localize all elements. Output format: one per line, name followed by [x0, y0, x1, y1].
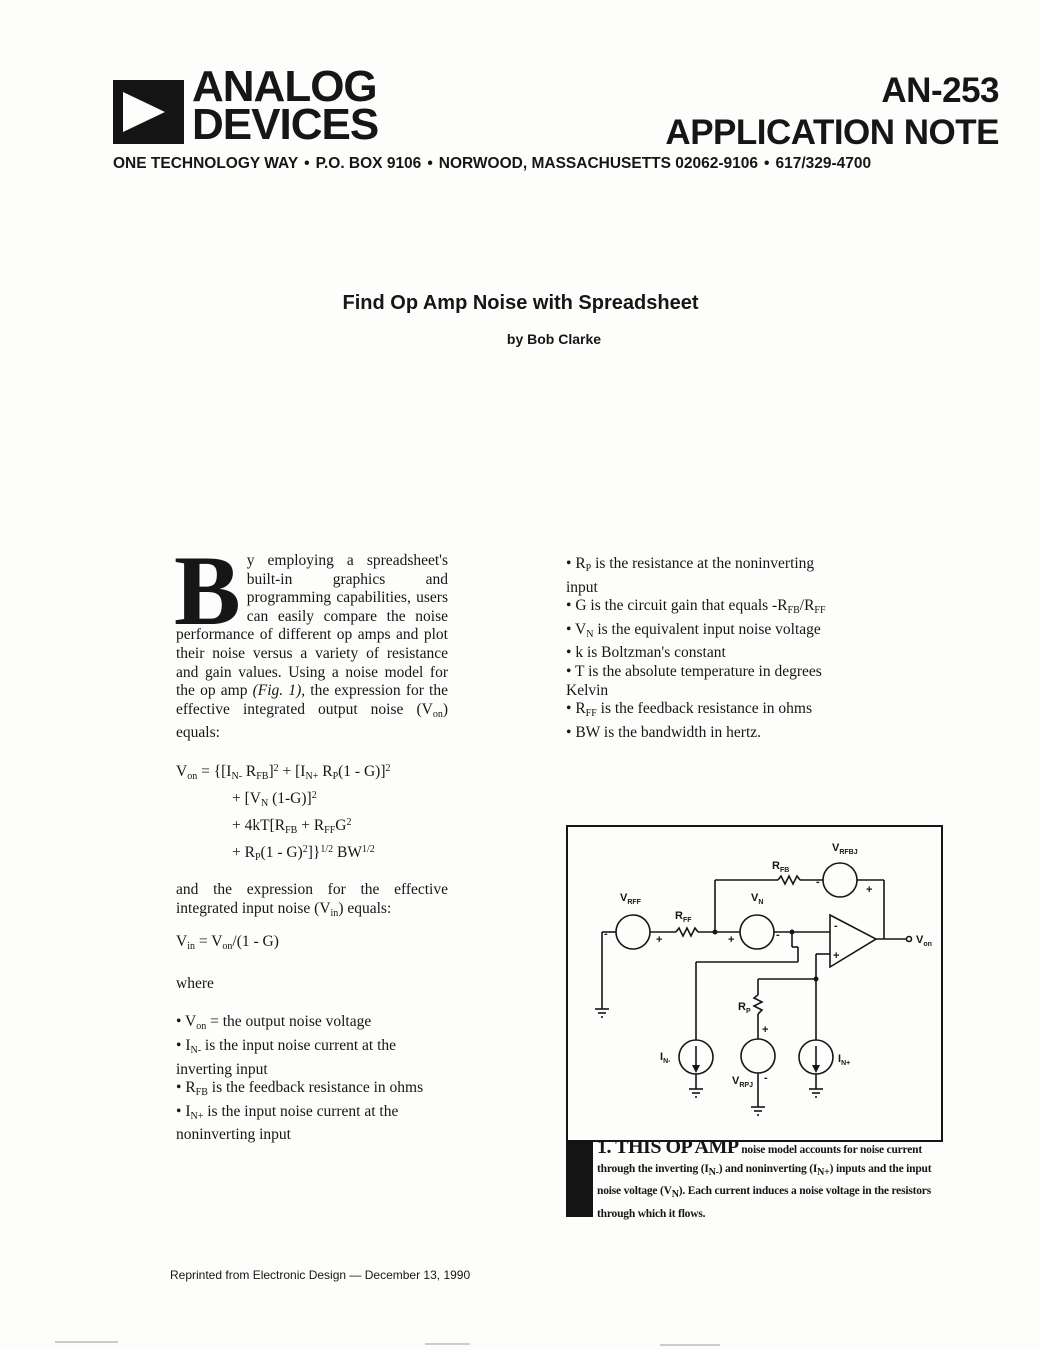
list-item: • G is the circuit gain that equals $-R_{FB}/R_{FF}$: [566, 597, 826, 617]
where-label: where: [176, 974, 214, 992]
eq-sub: N+: [305, 770, 319, 782]
address-street: ONE TECHNOLOGY WAY: [113, 155, 299, 172]
symbol: R: [575, 555, 586, 572]
eq-sup: 1/2: [361, 843, 375, 855]
eq-text: = V: [194, 933, 223, 951]
symbol: k: [575, 644, 584, 662]
symbol-sub: P: [585, 563, 592, 574]
eq-text: + R: [232, 843, 255, 861]
definition: is the resistance at the noninverting input: [566, 555, 815, 596]
eq-sub: N-: [231, 770, 243, 782]
list-item: • k is Boltzman's constant: [566, 644, 726, 662]
article-title: Find Op Amp Noise with Spreadsheet: [342, 292, 699, 314]
symbol-sub: N-: [190, 1044, 202, 1056]
eq-sub: P: [332, 770, 339, 782]
definition: is the input noise current at the inverting input: [176, 1036, 397, 1078]
eq-sub: on: [187, 770, 198, 782]
eq-text: R: [318, 762, 333, 780]
symbol-sub: N: [586, 628, 594, 640]
eq-sup: 2: [385, 762, 391, 774]
caption-lead: 1. THIS OP AMP: [597, 1136, 739, 1158]
plus-sign: +: [866, 884, 873, 896]
eq-text: + 4kT[R: [232, 816, 286, 834]
eq-sub: FF: [324, 824, 336, 836]
eq-text: BW: [333, 843, 362, 861]
definition: is the equivalent input noise voltage: [593, 620, 821, 638]
symbol-sub: N+: [190, 1110, 204, 1122]
plus-sign: +: [728, 934, 735, 946]
intro-tail: the expression for the effective integrated output noise (V: [176, 682, 448, 718]
minus-sign: -: [764, 1072, 768, 1084]
definition: is the feedback resistance in ohms: [207, 1079, 424, 1097]
caption-sub: N-: [708, 1166, 719, 1178]
vrpj-label: $V_{RPJ}$: [732, 1075, 753, 1089]
figure-reference: (Fig. 1),: [252, 682, 306, 700]
symbol: R: [185, 1079, 196, 1097]
eq-text: + R: [297, 816, 325, 834]
doc-type: APPLICATION NOTE: [665, 113, 999, 152]
definition: is the bandwidth in hertz.: [600, 723, 762, 741]
bullet-separator: •: [427, 155, 433, 172]
caption-sub: N+: [817, 1166, 830, 1178]
plus-sign: +: [833, 950, 840, 962]
caption-sub: N: [671, 1189, 679, 1200]
in-plus-label: $I_{N+}$: [838, 1053, 851, 1067]
symbol: T: [575, 662, 585, 680]
eq-sup: 2: [273, 762, 279, 774]
symbol: I: [185, 1036, 191, 1054]
eq-text: G: [335, 816, 347, 834]
symbol: V: [185, 1013, 197, 1031]
caption-text: ) inputs and the input noise voltage (V: [597, 1162, 932, 1197]
minus-sign: -: [776, 929, 780, 941]
symbol: BW: [575, 723, 601, 741]
list-item: • $R_{FF}$ is the feedback resistance in ohms: [566, 700, 812, 720]
eq-text: (1 - G)]: [338, 762, 386, 780]
definition: is the input noise current at the noninverting input: [176, 1102, 399, 1144]
eq-text: ]: [268, 762, 274, 780]
brand-line-2: DEVICES: [192, 100, 379, 149]
definition: /R: [799, 597, 815, 615]
drop-cap: B: [174, 535, 241, 646]
bullet-separator: •: [764, 155, 770, 172]
eq-text: R: [242, 762, 257, 780]
symbol-sub: FF: [585, 708, 597, 720]
symbol: R: [575, 700, 586, 718]
rp-label: $R_P$: [738, 1001, 751, 1015]
list-item: • T is the absolute temperature in degrees Kelvin: [566, 662, 822, 699]
address-city: NORWOOD, MASSACHUSETTS 02062-9106: [438, 155, 759, 172]
eq-sub: FB: [285, 824, 298, 836]
definition: is the feedback resistance in ohms: [596, 700, 812, 718]
caption-text: ) and noninverting (I: [718, 1162, 818, 1175]
plus-sign: +: [762, 1024, 769, 1036]
bullet-separator: •: [304, 155, 310, 172]
symbol: G: [575, 597, 587, 615]
list-item: • BW is the bandwidth in hertz.: [566, 723, 762, 741]
eq-text: /(1 - G): [232, 933, 279, 951]
symbol-sub: FB: [787, 605, 800, 617]
intro-text: y employing a spreadsheet's built-in graphics and programming capabilities, users can easily compare the noise performance of different op amps and plot their noise versus a variety of resistance and gain values. Using a noise model for the op amp: [176, 552, 448, 700]
definition: = the output noise voltage: [206, 1013, 372, 1031]
list-item: • $I_{N+}$ is the input noise current at the noninverting input: [176, 1102, 399, 1144]
eq-text: = {[I: [197, 762, 232, 780]
eq-sub: P: [254, 851, 261, 863]
vrfbj-label: $V_{RFBJ}$: [832, 842, 858, 856]
in-minus-label: $I_{N-}$: [660, 1051, 671, 1065]
definition: is the circuit gain that equals -R: [586, 597, 788, 615]
eq-text: (1-G)]: [268, 789, 312, 807]
symbol: V: [575, 620, 587, 638]
symbol: I: [185, 1102, 191, 1120]
eq-text: V: [176, 933, 188, 951]
caption-text: ). Each current induces a noise voltage in the resistors through which it flows.: [597, 1185, 931, 1220]
eq-text: ]}: [307, 843, 321, 861]
intro-sub: on: [432, 708, 443, 720]
vn-label: $V_N$: [751, 892, 764, 906]
eq-text: V: [176, 762, 188, 780]
eq-text: + [V: [232, 789, 261, 807]
minus-sign: -: [604, 928, 608, 940]
list-item: • $R_P$ is the resistance at the noninverting input: [566, 555, 815, 596]
list-item: • $R_{FB}$ is the feedback resistance in ohms: [176, 1079, 424, 1099]
caption-text: noise model accounts for noise current through the inverting (I: [597, 1144, 922, 1175]
rff-label: $R_{FF}$: [675, 910, 692, 924]
brand-line-1: ANALOG: [192, 62, 377, 111]
address-phone: 617/329-4700: [775, 155, 872, 172]
intro-end: ) equals:: [176, 700, 448, 742]
symbol-sub: on: [196, 1021, 207, 1033]
address-box: P.O. BOX 9106: [315, 155, 422, 172]
eq-sup: 1/2: [320, 843, 334, 855]
eq-sub: N: [260, 797, 269, 809]
plus-sign: +: [656, 934, 663, 946]
eq-sup: 2: [311, 789, 317, 801]
eq-text: (1 - G): [260, 843, 303, 861]
symbol-sub: FF: [814, 605, 826, 617]
input-noise-text: and the expression for the effective integrated input noise (V: [176, 880, 448, 917]
eq-sub: on: [222, 941, 233, 953]
eq-sup: 2: [346, 816, 352, 828]
list-item: • $V_{on}$ = the output noise voltage: [176, 1013, 372, 1033]
eq-sub: in: [187, 941, 195, 953]
symbol-sub: FB: [195, 1087, 208, 1099]
eq-sup: 2: [302, 843, 308, 855]
eq-sub: FB: [256, 770, 269, 782]
minus-sign: -: [834, 920, 838, 932]
doc-number: AN-253: [881, 71, 999, 110]
reprint-footer: Reprinted from Electronic Design — December 13, 1990: [170, 1268, 471, 1282]
input-noise-end: ) equals:: [338, 899, 392, 917]
vrff-label: $V_{RFF}$: [620, 892, 641, 906]
definition: is the absolute temperature in degrees Kelvin: [566, 662, 822, 699]
definition: is Boltzman's constant: [583, 644, 726, 662]
article-author: by Bob Clarke: [506, 331, 602, 347]
von-label: $V_{on}$: [916, 934, 932, 948]
minus-sign: -: [816, 876, 820, 888]
list-item: • $I_{N-}$ is the input noise current at the inverting input: [176, 1036, 397, 1078]
rfb-label: $R_{FB}$: [772, 860, 790, 874]
list-item: • $V_N$ is the equivalent input noise voltage: [566, 620, 821, 640]
eq-text: + [I: [278, 762, 306, 780]
input-noise-sub: in: [330, 907, 339, 919]
